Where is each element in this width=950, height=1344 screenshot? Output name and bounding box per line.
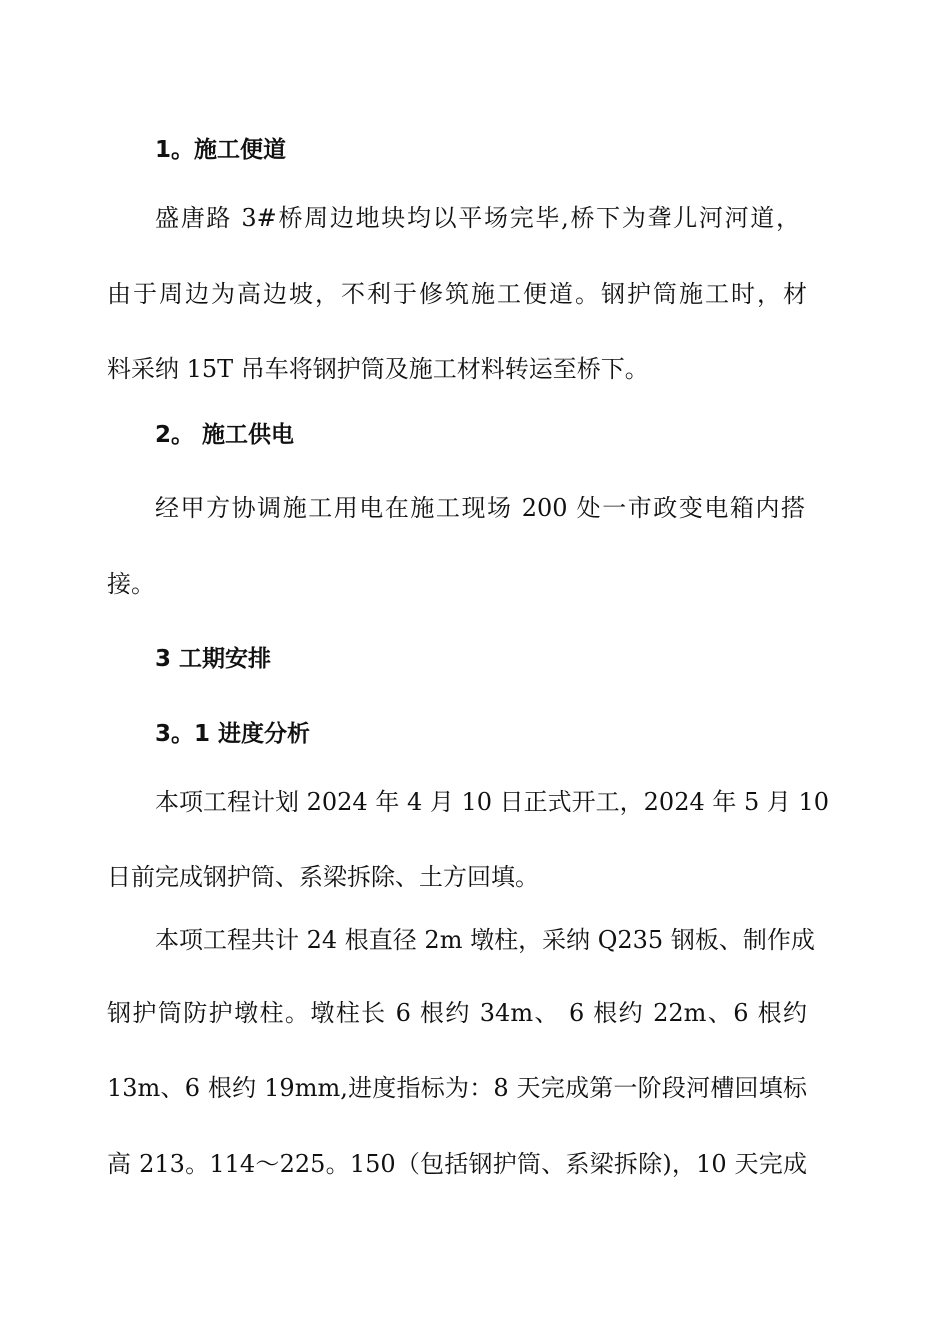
paragraph-line: 13m、6 根约 19mm,进度指标为：8 天完成第一阶段河槽回填标 [107, 1074, 807, 1102]
paragraph-line: 由于周边为高边坡，不利于修筑施工便道。钢护筒施工时，材 [107, 280, 807, 308]
section-heading-schedule: 3 工期安排 [155, 646, 272, 672]
paragraph-line: 日前完成钢护筒、系梁拆除、土方回填。 [107, 863, 539, 891]
paragraph-line: 本项工程计划 2024 年 4 月 10 日正式开工，2024 年 5 月 10 [155, 788, 830, 816]
paragraph-line: 料采纳 15T 吊车将钢护筒及施工材料转运至桥下。 [107, 355, 649, 383]
paragraph-line: 盛唐路 3#桥周边地块均以平场完毕,桥下为聋儿河河道， [155, 204, 800, 232]
paragraph-line: 本项工程共计 24 根直径 2m 墩柱，采纳 Q235 钢板、制作成 [155, 926, 815, 954]
section-heading-construction-power-supply: 2。 施工供电 [155, 422, 295, 448]
paragraph-line: 钢护筒防护墩柱。墩柱长 6 根约 34m、 6 根约 22m、6 根约 [107, 999, 807, 1027]
paragraph-line: 接。 [107, 570, 155, 598]
paragraph-line: 高 213。114～225。150（包括钢护筒、系梁拆除)，10 天完成 [107, 1150, 807, 1178]
section-heading-progress-analysis: 3。1 进度分析 [155, 721, 311, 747]
paragraph-line: 经甲方协调施工用电在施工现场 200 处一市政变电箱内搭 [155, 494, 805, 522]
section-heading-construction-access-road: 1。施工便道 [155, 137, 287, 163]
